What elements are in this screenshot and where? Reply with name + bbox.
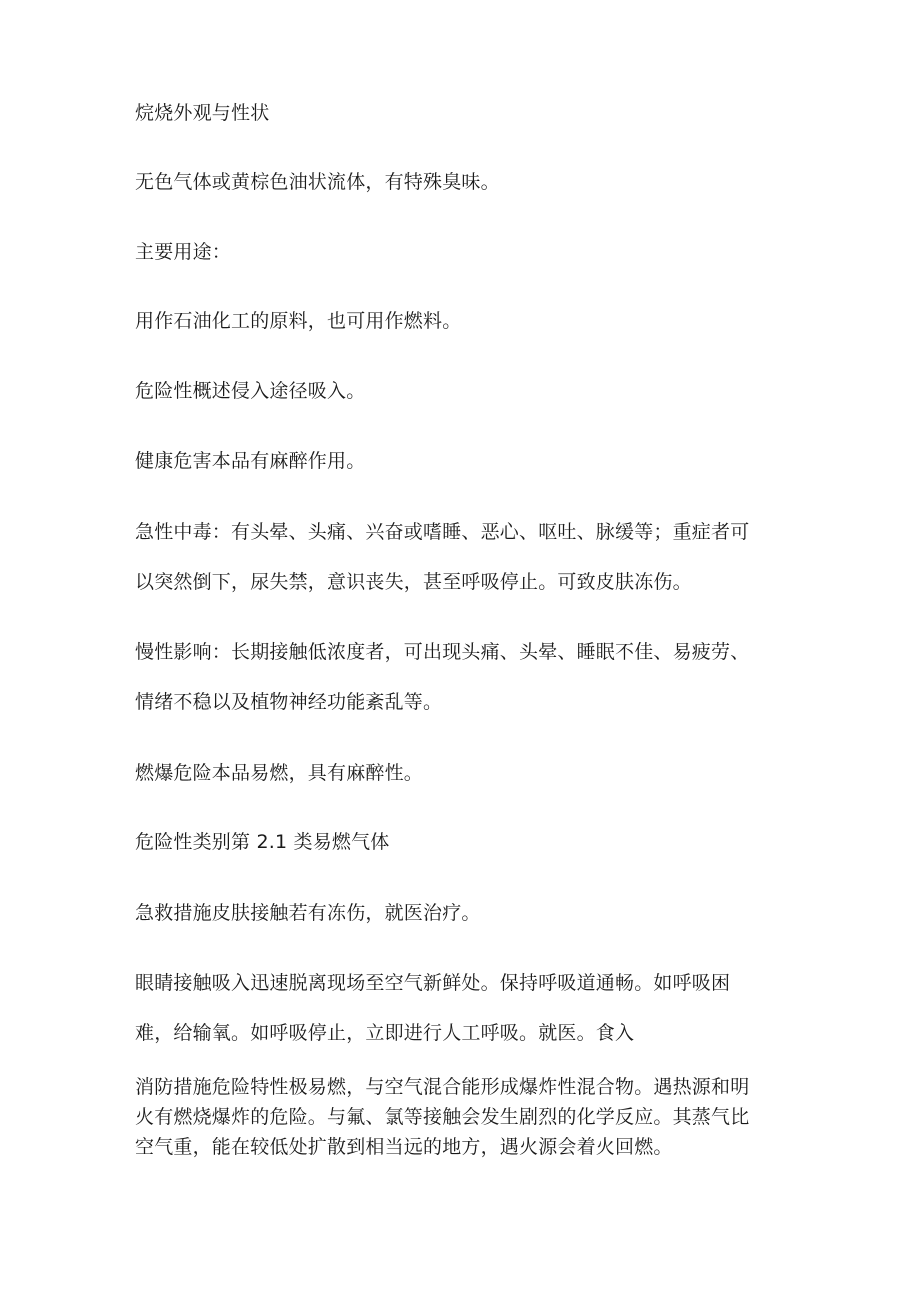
paragraph-line: 空气重，能在较低处扩散到相当远的地方，遇火源会着火回燃。 bbox=[135, 1136, 673, 1158]
text-line: 情绪不稳以及植物神经功能紊乱等。 bbox=[135, 691, 443, 713]
text-line: 慢性影响：长期接触低浓度者，可出现头痛、头晕、睡眠不佳、易疲劳、 bbox=[135, 641, 750, 663]
text-line: 难，给输氧。如呼吸停止，立即进行人工呼吸。就医。食入 bbox=[135, 1022, 635, 1044]
text-line: 健康危害本品有麻醉作用。 bbox=[135, 450, 366, 472]
text-line: 主要用途： bbox=[135, 241, 232, 263]
text-line: 以突然倒下，尿失禁，意识丧失，甚至呼吸停止。可致皮肤冻伤。 bbox=[135, 571, 692, 593]
text-line: 危险性概述侵入途径吸入。 bbox=[135, 380, 366, 402]
text-line: 急救措施皮肤接触若有冻伤，就医治疗。 bbox=[135, 902, 481, 924]
text-line: 燃爆危险本品易燃，具有麻醉性。 bbox=[135, 762, 424, 784]
text-line: 眼睛接触吸入迅速脱离现场至空气新鲜处。保持呼吸道通畅。如呼吸困 bbox=[135, 972, 731, 994]
fire-fighting-paragraph bbox=[135, 1072, 795, 1162]
text-line: 危险性类别第 2.1 类易燃气体 bbox=[135, 831, 390, 853]
paragraph-line: 消防措施危险特性极易燃，与空气混合能形成爆炸性混合物。遇热源和明 bbox=[135, 1076, 750, 1098]
text-line: 用作石油化工的原料，也可用作燃料。 bbox=[135, 310, 462, 332]
paragraph-line: 火有燃烧爆炸的危险。与氟、氯等接触会发生剧烈的化学反应。其蒸气比 bbox=[135, 1106, 750, 1128]
text-line: 烷烧外观与性状 bbox=[135, 102, 270, 124]
text-line: 急性中毒：有头晕、头痛、兴奋或嗜睡、恶心、呕吐、脉缓等；重症者可 bbox=[135, 521, 750, 543]
text-line: 无色气体或黄棕色油状流体，有特殊臭味。 bbox=[135, 171, 500, 193]
